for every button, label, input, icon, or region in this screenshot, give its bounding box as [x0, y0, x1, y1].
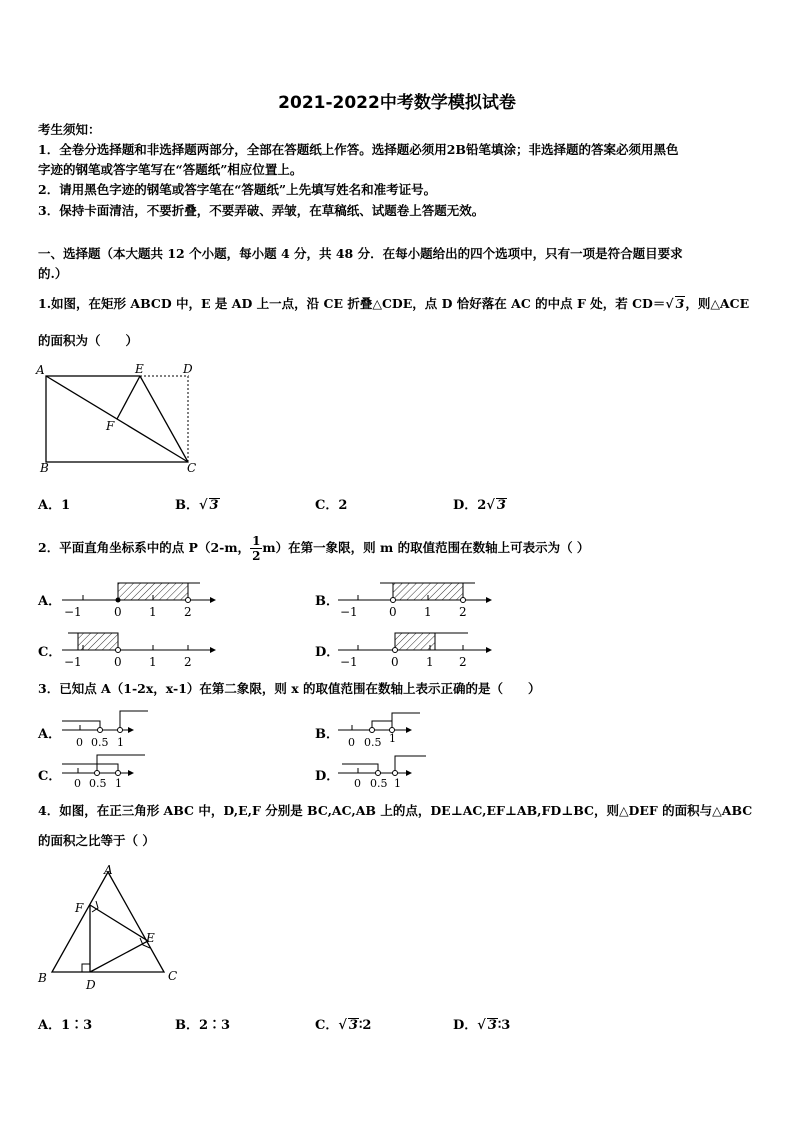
- notice-item-3: 3．保持卡面清洁，不要折叠，不要弄破、弄皱，在草稿纸、试题卷上答题无效。: [38, 203, 485, 218]
- q3-option-a-numberline: [62, 711, 148, 733]
- svg-text:1: 1: [149, 655, 157, 669]
- section-heading: 一、选择题（本大题共 12 个小题，每小题 4 分，共 48 分．在每小题给出的四个选项中，只有一项是符合题目要求: [38, 246, 683, 261]
- svg-text:0.5: 0.5: [370, 777, 388, 790]
- label-F: F: [106, 419, 115, 433]
- svg-text:1: 1: [389, 732, 396, 745]
- svg-text:0: 0: [76, 736, 83, 749]
- svg-text:2: 2: [459, 605, 467, 619]
- svg-text:1: 1: [424, 605, 432, 619]
- q4-text: 4．如图，在正三角形 ABC 中，D,E,F 分别是 BC,AC,AB 上的点，DE⊥AC,EF⊥AB,FD⊥BC，则△DEF 的面积与△ABC: [38, 803, 753, 818]
- svg-text:1: 1: [426, 655, 434, 669]
- svg-text:−1: −1: [340, 605, 358, 619]
- svg-text:1: 1: [117, 736, 124, 749]
- svg-text:−1: −1: [64, 605, 82, 619]
- q3-option-b-label: B．: [315, 727, 339, 742]
- q4-option-c: C．√ 3∶2: [315, 1018, 372, 1033]
- q2-number-lines: [0, 575, 794, 675]
- svg-text:0: 0: [74, 777, 81, 790]
- label-F: F: [75, 901, 84, 915]
- label-E: E: [135, 362, 144, 376]
- svg-text:−1: −1: [64, 655, 82, 669]
- q1-option-b: B．√ 3: [175, 498, 219, 513]
- q3-text: 3．已知点 A（1-2x，x-1）在第二象限，则 x 的取值范围在数轴上表示正确的是（ ）: [38, 681, 541, 696]
- svg-text:0: 0: [391, 655, 399, 669]
- q1-option-a: A．1: [38, 498, 71, 513]
- label-D: D: [86, 978, 96, 990]
- label-C: C: [168, 969, 178, 983]
- q4-option-d: D．√ 3∶3: [453, 1018, 511, 1033]
- q1-option-d: D．2√ 3: [453, 498, 506, 513]
- notice-item-1-cont: 字迹的钢笔或答字笔写在“答题纸”相应位置上。: [38, 162, 303, 177]
- svg-text:1: 1: [394, 777, 401, 790]
- svg-text:2: 2: [184, 605, 192, 619]
- q1-text-cont: 的面积为（ ）: [38, 333, 139, 348]
- q2-option-d-label: D．: [315, 645, 340, 660]
- q2-option-a-numberline: [62, 583, 216, 603]
- sqrt-3: 3: [675, 296, 685, 311]
- page-title: 2021-2022中考数学模拟试卷: [278, 93, 516, 113]
- fraction-one-half: $\frac{1}{2}$: [252, 534, 261, 563]
- q4-triangle-figure: [30, 860, 190, 990]
- q3-option-c-numberline: [62, 755, 145, 776]
- q2-option-a-label: A．: [38, 594, 62, 609]
- q2-option-c-numberline: [62, 633, 216, 653]
- q4-option-a: A．1∶3: [38, 1018, 93, 1033]
- svg-text:0: 0: [114, 655, 122, 669]
- svg-text:2: 2: [459, 655, 467, 669]
- q1-rectangle-figure: [30, 360, 210, 475]
- q4-option-b: B．2∶3: [175, 1018, 231, 1033]
- svg-text:0: 0: [354, 777, 361, 790]
- label-C: C: [187, 461, 197, 475]
- q2-option-b-label: B．: [315, 594, 339, 609]
- q3-option-c-label: C．: [38, 769, 62, 784]
- svg-text:0: 0: [389, 605, 397, 619]
- svg-text:0.5: 0.5: [364, 736, 382, 749]
- svg-text:1: 1: [149, 605, 157, 619]
- svg-text:1: 1: [115, 777, 122, 790]
- svg-text:−1: −1: [340, 655, 358, 669]
- svg-text:0: 0: [114, 605, 122, 619]
- notice-heading: 考生须知：: [38, 122, 101, 137]
- q3-option-a-label: A．: [38, 727, 62, 742]
- svg-text:0.5: 0.5: [89, 777, 107, 790]
- q3-option-b-numberline: [338, 713, 420, 733]
- q3-option-d-label: D．: [315, 769, 340, 784]
- label-A: A: [104, 863, 113, 877]
- svg-text:0.5: 0.5: [91, 736, 109, 749]
- q2-option-c-label: C．: [38, 645, 62, 660]
- q3-number-lines: [0, 705, 794, 790]
- section-heading-cont: 的.）: [38, 266, 68, 281]
- notice-item-1: 1．全卷分选择题和非选择题两部分，全部在答题纸上作答。选择题必须用2B铅笔填涂；非选择题的答案必须用黑色: [38, 142, 679, 157]
- label-A: A: [36, 363, 45, 377]
- svg-text:2: 2: [184, 655, 192, 669]
- label-D: D: [183, 362, 193, 376]
- q2-option-d-numberline: [338, 633, 492, 653]
- label-E: E: [146, 931, 155, 945]
- q2-option-b-numberline: [338, 583, 492, 603]
- label-B: B: [38, 971, 47, 985]
- label-B: B: [40, 461, 49, 475]
- q1-option-c: C．2: [315, 498, 348, 513]
- q4-text-cont: 的面积之比等于（ ）: [38, 833, 155, 848]
- q3-option-d-numberline: [338, 756, 426, 776]
- q2-text: 2．平面直角坐标系中的点 P（2-m， $\frac{1}{2}$ m）在第一象限，则 m 的取值范围在数轴上可表示为（ ）: [38, 534, 590, 563]
- svg-text:0: 0: [348, 736, 355, 749]
- q1-text: 1.如图，在矩形 ABCD 中，E 是 AD 上一点，沿 CE 折叠△CDE，点 D 恰好落在 AC 的中点 F 处，若 CD＝√ 3，则△ACE: [38, 296, 750, 311]
- notice-item-2: 2．请用黑色字迹的钢笔或答字笔在“答题纸”上先填写姓名和准考证号。: [38, 182, 437, 197]
